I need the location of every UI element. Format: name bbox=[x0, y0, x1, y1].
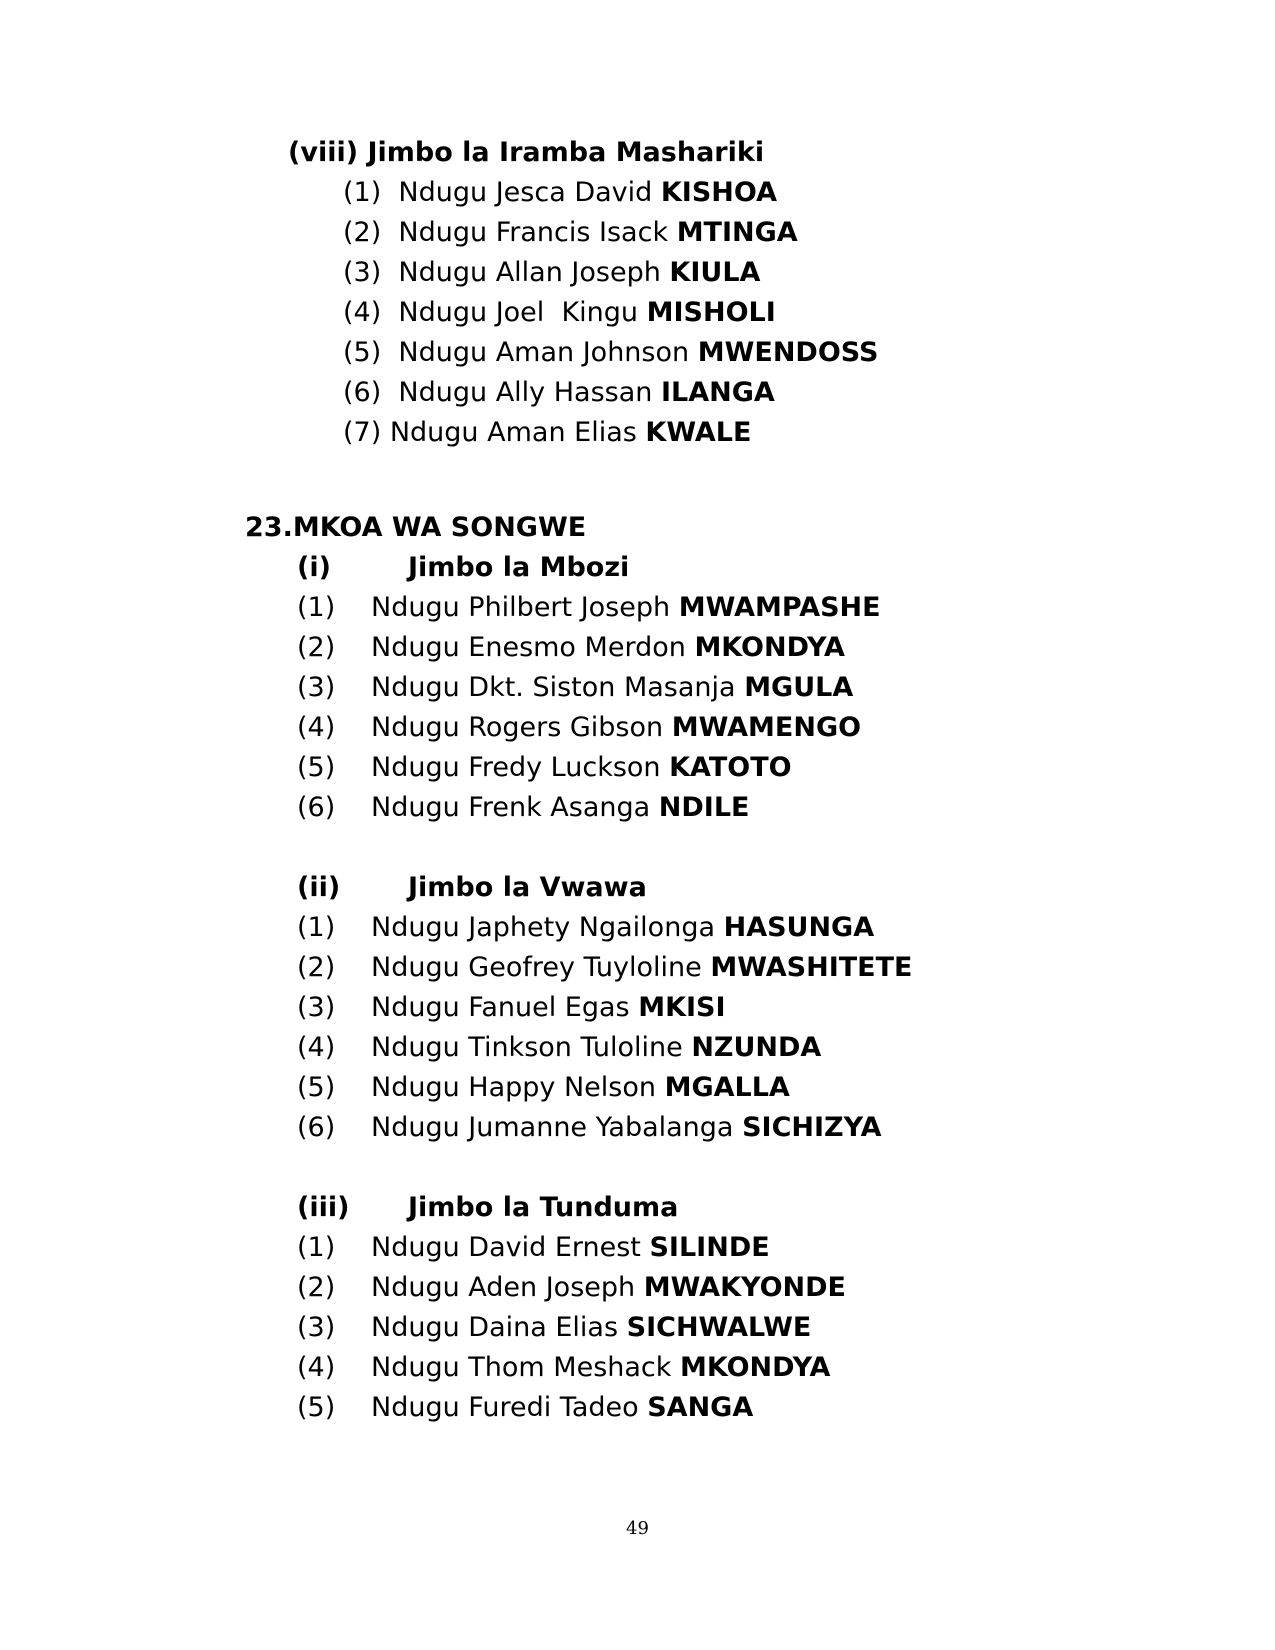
item-surname: NZUNDA bbox=[691, 1032, 822, 1063]
list-item bbox=[343, 413, 751, 453]
item-surname: KWALE bbox=[645, 417, 752, 448]
list-item bbox=[371, 948, 913, 988]
item-name: Ndugu Dkt. Siston Masanja bbox=[371, 672, 736, 703]
item-number: (6) bbox=[343, 377, 382, 408]
item-surname: HASUNGA bbox=[723, 912, 875, 943]
item-number: (3) bbox=[297, 992, 336, 1023]
item-surname: MWAMPASHE bbox=[678, 592, 881, 623]
list-item bbox=[371, 1268, 846, 1308]
list-item bbox=[343, 293, 776, 333]
list-item bbox=[371, 748, 792, 788]
item-surname: NDILE bbox=[658, 792, 750, 823]
subsection-label: (ii) bbox=[297, 872, 341, 903]
item-name: Ndugu Enesmo Merdon bbox=[371, 632, 686, 663]
item-number: (4) bbox=[297, 1032, 336, 1063]
item-number: (3) bbox=[297, 1312, 336, 1343]
list-item bbox=[371, 1108, 881, 1148]
item-number: (4) bbox=[297, 712, 336, 743]
item-name: Ndugu Japhety Ngailonga bbox=[371, 912, 715, 943]
item-number: (2) bbox=[297, 1272, 336, 1303]
item-number: (3) bbox=[297, 672, 336, 703]
item-number: (1) bbox=[297, 912, 336, 943]
subsection-label: (iii) bbox=[297, 1192, 350, 1223]
list-item bbox=[371, 908, 874, 948]
list-item bbox=[343, 333, 878, 373]
list-item bbox=[371, 988, 726, 1028]
subsection-heading-tunduma: Jimbo la Tunduma bbox=[408, 1192, 679, 1223]
item-name: Ndugu Thom Meshack bbox=[371, 1352, 672, 1383]
item-number: (2) bbox=[343, 217, 382, 248]
item-number: (6) bbox=[297, 1112, 336, 1143]
item-surname: MKONDYA bbox=[694, 632, 845, 663]
item-surname: MWAKYONDE bbox=[643, 1272, 846, 1303]
item-surname: KISHOA bbox=[660, 177, 778, 208]
item-number: (5) bbox=[297, 1072, 336, 1103]
list-item bbox=[371, 708, 861, 748]
subsection-heading-mbozi: Jimbo la Mbozi bbox=[408, 552, 630, 583]
item-number: (4) bbox=[297, 1352, 336, 1383]
item-number: (5) bbox=[297, 752, 336, 783]
list-item bbox=[371, 1388, 753, 1428]
list-item bbox=[343, 373, 775, 413]
item-surname: MKONDYA bbox=[680, 1352, 831, 1383]
item-name: Ndugu Aman Elias bbox=[389, 417, 637, 448]
list-item bbox=[371, 1308, 811, 1348]
item-surname: SICHIZYA bbox=[742, 1112, 882, 1143]
item-surname: ILANGA bbox=[660, 377, 775, 408]
item-surname: MKISI bbox=[638, 992, 726, 1023]
item-name: Ndugu David Ernest bbox=[371, 1232, 641, 1263]
item-number: (2) bbox=[297, 952, 336, 983]
item-name: Ndugu Ally Hassan bbox=[398, 377, 653, 408]
list-item bbox=[371, 588, 881, 628]
item-number: (1) bbox=[297, 1232, 336, 1263]
list-item bbox=[371, 1228, 770, 1268]
item-surname: MISHOLI bbox=[646, 297, 776, 328]
item-number: (3) bbox=[343, 257, 382, 288]
item-number: (7) bbox=[343, 417, 382, 448]
list-item bbox=[343, 253, 760, 293]
subsection-label: (i) bbox=[297, 552, 331, 583]
item-surname: KATOTO bbox=[669, 752, 792, 783]
item-name: Ndugu Jumanne Yabalanga bbox=[371, 1112, 734, 1143]
item-number: (1) bbox=[297, 592, 336, 623]
list-item bbox=[343, 213, 798, 253]
list-item bbox=[371, 668, 853, 708]
list-item bbox=[371, 1028, 821, 1068]
list-item bbox=[371, 1068, 790, 1108]
list-item bbox=[371, 628, 845, 668]
item-name: Ndugu Aman Johnson bbox=[398, 337, 690, 368]
item-surname: MWENDOSS bbox=[697, 337, 879, 368]
list-item bbox=[371, 1348, 830, 1388]
item-surname: KIULA bbox=[669, 257, 761, 288]
item-name: Ndugu Geofrey Tuyloline bbox=[371, 952, 702, 983]
item-name: Ndugu Francis Isack bbox=[398, 217, 669, 248]
item-name: Ndugu Happy Nelson bbox=[371, 1072, 656, 1103]
item-name: Ndugu Frenk Asanga bbox=[371, 792, 651, 823]
item-name: Ndugu Jesca David bbox=[398, 177, 653, 208]
item-number: (5) bbox=[297, 1392, 336, 1423]
item-name: Ndugu Aden Joseph bbox=[371, 1272, 636, 1303]
page-number: 49 bbox=[626, 1518, 649, 1539]
item-surname: SANGA bbox=[647, 1392, 754, 1423]
item-number: (5) bbox=[343, 337, 382, 368]
item-surname: MTINGA bbox=[676, 217, 798, 248]
item-name: Ndugu Daina Elias bbox=[371, 1312, 619, 1343]
item-surname: MWASHITETE bbox=[710, 952, 913, 983]
item-surname: MWAMENGO bbox=[671, 712, 862, 743]
item-name: Ndugu Philbert Joseph bbox=[371, 592, 671, 623]
item-name: Ndugu Furedi Tadeo bbox=[371, 1392, 639, 1423]
item-number: (1) bbox=[343, 177, 382, 208]
item-name: Ndugu Tinkson Tuloline bbox=[371, 1032, 683, 1063]
item-surname: MGALLA bbox=[664, 1072, 790, 1103]
section-heading-iramba: (viii) Jimbo la Iramba Mashariki bbox=[288, 137, 765, 168]
item-name: Ndugu Joel Kingu bbox=[398, 297, 639, 328]
subsection-heading-vwawa: Jimbo la Vwawa bbox=[408, 872, 647, 903]
item-name: Ndugu Fredy Luckson bbox=[371, 752, 661, 783]
item-number: (4) bbox=[343, 297, 382, 328]
item-name: Ndugu Allan Joseph bbox=[398, 257, 661, 288]
item-surname: SILINDE bbox=[649, 1232, 770, 1263]
region-heading: 23.MKOA WA SONGWE bbox=[245, 512, 587, 543]
item-surname: SICHWALWE bbox=[626, 1312, 812, 1343]
item-number: (6) bbox=[297, 792, 336, 823]
list-item bbox=[371, 788, 749, 828]
item-number: (2) bbox=[297, 632, 336, 663]
item-name: Ndugu Fanuel Egas bbox=[371, 992, 630, 1023]
list-item bbox=[343, 173, 777, 213]
item-name: Ndugu Rogers Gibson bbox=[371, 712, 664, 743]
item-surname: MGULA bbox=[744, 672, 854, 703]
